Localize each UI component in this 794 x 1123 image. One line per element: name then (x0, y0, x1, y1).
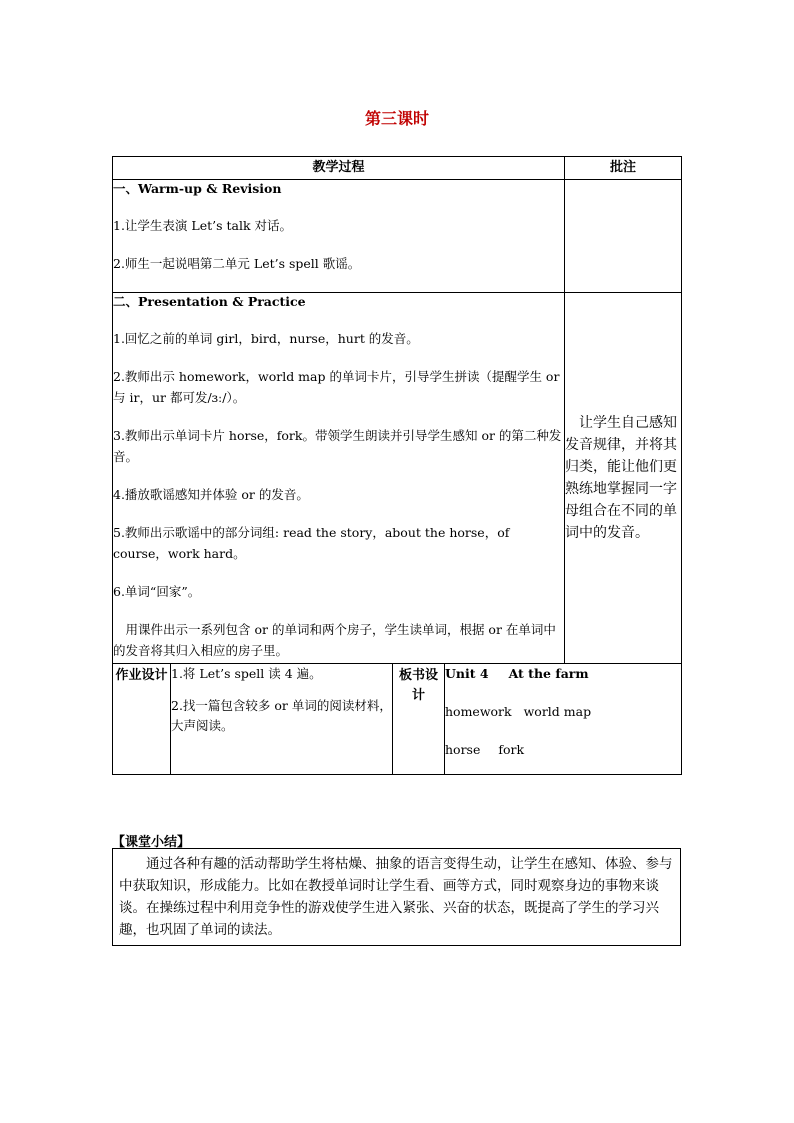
summary-title: 【课堂小结】 (112, 835, 191, 850)
section2-cell (113, 293, 565, 664)
lesson-table (112, 156, 682, 775)
section2-item: 6.单词“回家”。 (113, 584, 201, 599)
board-line (445, 740, 681, 760)
section2-item: 2.教师出示 homework，world map 的单词卡片，引导学生拼读（提醒学生 or 与 ir，ur 都可发/ɜː/）。 (113, 369, 560, 405)
board-unit-title: At the farm (508, 666, 589, 681)
section1-item: 2.师生一起说唱第二单元 Let’s spell 歌谣。 (113, 256, 361, 271)
section2-row (113, 293, 682, 664)
page-title: 第三课时 (364, 109, 429, 128)
homework-item: 1.将 Let’s spell 读 4 遍。 (171, 666, 322, 681)
section1-cell (113, 180, 565, 293)
board-unit: Unit 4 (445, 666, 489, 681)
section2-item: 1.回忆之前的单词 girl，bird，nurse，hurt 的发音。 (113, 331, 419, 346)
board-cell (445, 664, 682, 775)
section2-item: 用课件出示一系列包含 or 的单词和两个房子，学生读单词，根据 or 在单词中的发音将其归入相应的房子里。 (113, 622, 556, 658)
header-process: 教学过程 (113, 157, 565, 180)
section1-title: 一、Warm-up & Revision (113, 181, 282, 196)
homework-board-row (113, 664, 682, 775)
table-header-row (113, 157, 682, 180)
homework-item: 2.找一篇包含较多 or 单词的阅读材料，大声阅读。 (171, 698, 392, 733)
section2-item: 3.教师出示单词卡片 horse，fork。带领学生朗读并引导学生感知 or 的第二种发音。 (113, 428, 562, 464)
homework-label: 作业设计 (113, 664, 171, 775)
section2-item: 5.教师出示歌谣中的部分词组: read the story，about the horse，of course，work hard。 (113, 525, 510, 561)
board-unit-line (445, 664, 681, 684)
board-word: homework (445, 704, 512, 719)
board-word: horse (445, 742, 481, 757)
homework-cell (171, 664, 393, 775)
section1-row (113, 180, 682, 293)
header-notes: 批注 (565, 157, 682, 180)
board-word: fork (498, 742, 525, 757)
section2-note (565, 293, 682, 664)
board-line (445, 702, 681, 722)
summary-text: 通过各种有趣的活动帮助学生将枯燥、抽象的语言变得生动，让学生在感知、体验、参与中获取知识，形成能力。比如在教授单词时让学生看、画等方式，同时观察身边的事物来谈谈。在操练过程中利用竞争性的游戏使学生进入紧张、兴奋的状态，既提高了学生的学习兴趣，也巩固了单词的读法。 (112, 848, 681, 946)
section2-note-text: 让学生自己感知发音规律，并将其归类，能让他们更熟练地掌握同一字母组合在不同的单词中的发音。 (565, 415, 678, 541)
section2-item: 4.播放歌谣感知并体验 or 的发音。 (113, 487, 309, 502)
board-label: 板书设计 (393, 664, 445, 775)
section1-note (565, 180, 682, 293)
section1-item: 1.让学生表演 Let’s talk 对话。 (113, 218, 293, 233)
board-word: world map (523, 704, 592, 719)
section2-title: 二、Presentation & Practice (113, 294, 306, 309)
